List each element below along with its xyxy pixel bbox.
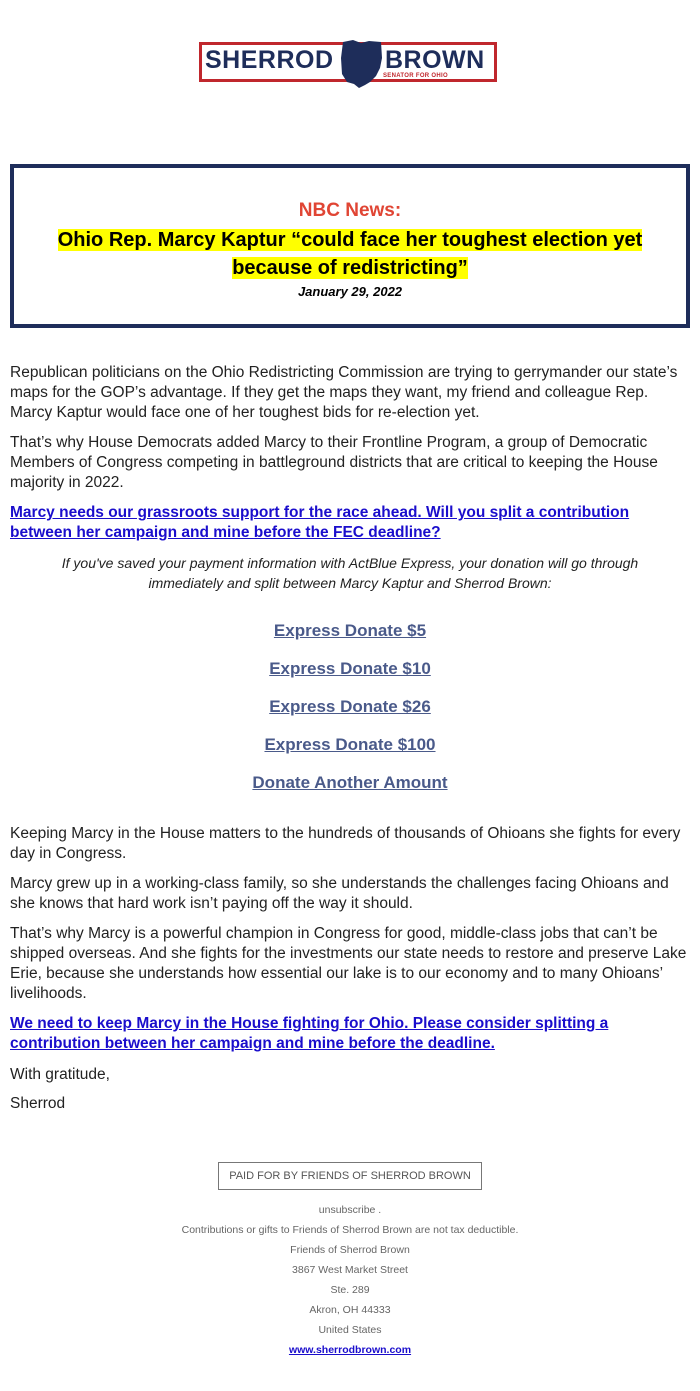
logo-right-word: BROWN bbox=[385, 46, 485, 74]
donate-5-container bbox=[0, 621, 700, 641]
donate-100-container bbox=[0, 735, 700, 755]
footer-org: Friends of Sherrod Brown bbox=[290, 1244, 410, 1256]
footer-suite: Ste. 289 bbox=[330, 1284, 370, 1296]
actblue-note: If you've saved your payment information with ActBlue Express, your donation will go through immediately and split between Marcy Kaptur and Sherrod Brown: bbox=[61, 555, 639, 591]
donate-100-link[interactable]: Express Donate $100 bbox=[264, 735, 436, 754]
donate-26-link[interactable]: Express Donate $26 bbox=[269, 697, 431, 716]
body-paragraph-1: Republican politicians on the Ohio Redistricting Commission are trying to gerrymander our state’s maps for the GOP’s advantage. If they get the maps they want, my friend and colleague Rep. Marcy Kaptur would face one of her toughest bids for re-election yet. bbox=[10, 364, 678, 421]
unsubscribe-link[interactable]: unsubscribe . bbox=[318, 1204, 382, 1216]
news-source: NBC News: bbox=[298, 200, 402, 221]
cta-link-2[interactable]: We need to keep Marcy in the House fighting for Ohio. Please consider splitting a contribution between her campaign and mine before the deadline. bbox=[10, 1015, 609, 1052]
donate-5-link[interactable]: Express Donate $5 bbox=[273, 621, 427, 640]
logo[interactable] bbox=[199, 38, 501, 90]
news-headline bbox=[44, 226, 656, 282]
footer-city: Akron, OH 44333 bbox=[309, 1304, 391, 1316]
donate-10-link[interactable]: Express Donate $10 bbox=[269, 659, 431, 678]
donate-other-container bbox=[0, 773, 700, 793]
cta-link-1[interactable]: Marcy needs our grassroots support for the race ahead. Will you split a contribution between her campaign and mine before the FEC deadline? bbox=[10, 504, 630, 541]
website-link[interactable]: www.sherrodbrown.com bbox=[288, 1344, 412, 1356]
logo-tagline: SENATOR FOR OHIO bbox=[383, 73, 448, 79]
footer-website-container bbox=[0, 1344, 700, 1356]
signoff: With gratitude, bbox=[10, 1066, 110, 1083]
donate-26-container bbox=[0, 697, 700, 717]
body-paragraph-5: That’s why Marcy is a powerful champion in Congress for good, middle-class jobs that can’t be shipped overseas. And she fights for the investments our state needs to restore and preserve Lake Erie, because she understands how essential our lake is to our economy and to many Ohioans’ livelihoods. bbox=[10, 925, 687, 1002]
news-headline-text: Ohio Rep. Marcy Kaptur “could face her toughest election yet because of redistricting” bbox=[57, 229, 643, 279]
ohio-state-icon bbox=[339, 38, 385, 90]
donate-other-link[interactable]: Donate Another Amount bbox=[252, 773, 448, 792]
body-paragraph-3: Keeping Marcy in the House matters to the hundreds of thousands of Ohioans she fights for every day in Congress. bbox=[10, 825, 681, 862]
news-date: January 29, 2022 bbox=[297, 284, 403, 299]
tax-disclaimer: Contributions or gifts to Friends of Sherrod Brown are not tax deductible. bbox=[181, 1224, 519, 1236]
news-callout-box bbox=[10, 164, 690, 328]
signature: Sherrod bbox=[10, 1095, 66, 1112]
logo-left-word: SHERROD bbox=[205, 46, 334, 74]
paid-for-disclaimer: PAID FOR BY FRIENDS OF SHERROD BROWN bbox=[218, 1162, 482, 1190]
body-paragraph-4: Marcy grew up in a working-class family, so she understands the challenges facing Ohioans and she knows that hard work isn’t paying off the way it should. bbox=[10, 875, 669, 912]
footer-country: United States bbox=[318, 1324, 382, 1336]
body-paragraph-2: That’s why House Democrats added Marcy to their Frontline Program, a group of Democratic Members of Congress competing in battleground districts that are critical to keeping the House majority in 2022. bbox=[10, 434, 658, 491]
donate-10-container bbox=[0, 659, 700, 679]
footer-street: 3867 West Market Street bbox=[292, 1264, 408, 1276]
